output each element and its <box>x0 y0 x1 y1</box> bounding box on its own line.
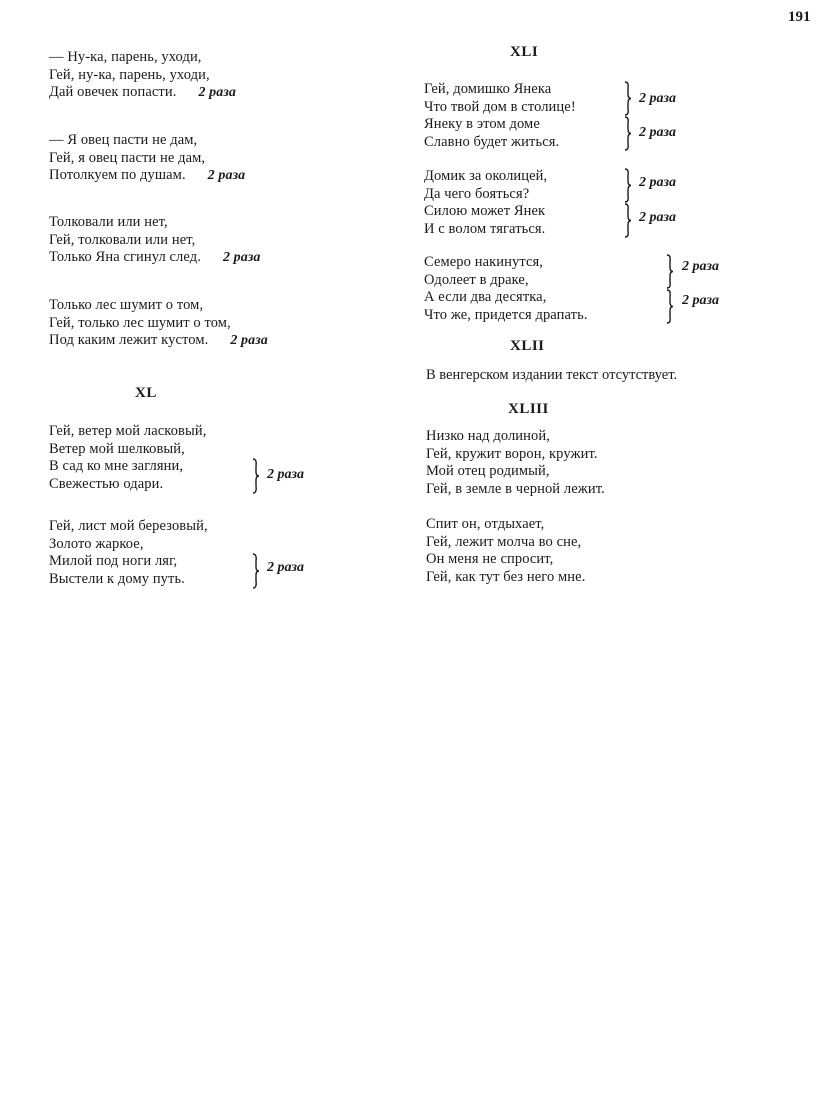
repeat-marker: 2 раза <box>222 250 261 266</box>
repeat-marker: 2 раза <box>639 125 676 140</box>
brace-icon <box>252 458 259 494</box>
verse-line: Гей, ну-ка, парень, уходи, <box>49 66 210 83</box>
verse-line: Золото жаркое, <box>49 535 144 552</box>
verse-line: Домик за околицей, <box>424 168 548 184</box>
stanza-couplet <box>424 203 724 238</box>
stanza <box>426 516 585 586</box>
verse-line: А если два десятка, <box>424 289 547 305</box>
stanza <box>49 49 236 102</box>
editorial-note: В венгерском издании текст отсутствует. <box>426 367 678 383</box>
verse-line: Ветер мой шелковый, <box>49 440 185 457</box>
repeat-marker: 2 раза <box>230 333 268 349</box>
repeat-marker: 2 раза <box>639 91 676 106</box>
page-number: 191 <box>788 9 811 25</box>
stanza <box>49 518 369 589</box>
brace-icon <box>252 553 259 589</box>
stanza-couplet <box>424 116 724 151</box>
repeat-marker: 2 раза <box>682 259 719 274</box>
stanza-couplet <box>424 81 724 116</box>
repeat-marker: 2 раза <box>198 85 237 101</box>
verse-line: Гей, домишко Янека <box>424 81 552 97</box>
verse-line: Мой отец родимый, <box>426 463 550 480</box>
repeat-marker: 2 раза <box>207 168 246 184</box>
verse-line <box>49 84 236 102</box>
verse-line: Силою может Янек <box>424 203 546 219</box>
brace-icon <box>624 168 631 203</box>
verse-line: Гей, кружит ворон, кружит. <box>426 445 598 462</box>
verse-line: Что твой дом в столице! <box>424 98 576 115</box>
verse-text: Потолкуем по душам. <box>49 167 186 184</box>
verse-text: Под каким лежит кустом. <box>49 332 209 349</box>
verse-line <box>49 332 268 350</box>
stanza <box>49 132 245 185</box>
verse-text: Только Яна сгинул след. <box>49 249 201 266</box>
verse-line: Низко над долиной, <box>426 428 550 444</box>
verse-line: Славно будет житься. <box>424 133 560 150</box>
verse-line: Гей, толковали или нет, <box>49 231 196 248</box>
stanza-couplet <box>424 168 724 203</box>
verse-line: Да чего бояться? <box>424 185 530 202</box>
brace-icon <box>624 81 631 116</box>
verse-line: Милой под ноги ляг, <box>49 553 178 570</box>
section-heading: XLII <box>510 338 545 354</box>
stanza-couplet <box>424 289 754 324</box>
stanza <box>49 297 268 350</box>
verse-line: Только лес шумит о том, <box>49 297 204 313</box>
verse-line: Янеку в этом доме <box>424 116 540 132</box>
section-heading: XLIII <box>508 401 549 417</box>
repeat-marker: 2 раза <box>639 210 676 225</box>
verse-line: Гей, только лес шумит о том, <box>49 314 231 331</box>
verse-line: Гей, лист мой березовый, <box>49 518 208 534</box>
section-heading: XLI <box>510 44 539 60</box>
verse-line: Одолеет в драке, <box>424 271 529 288</box>
brace-icon <box>666 254 673 289</box>
repeat-marker: 2 раза <box>267 467 304 482</box>
stanza <box>49 423 369 494</box>
verse-line: — Ну-ка, парень, уходи, <box>49 49 202 65</box>
verse-line: И с волом тягаться. <box>424 220 546 237</box>
verse-line: Гей, ветер мой ласковый, <box>49 423 207 439</box>
stanza-couplet <box>424 254 754 289</box>
verse-line: Гей, как тут без него мне. <box>426 568 586 585</box>
verse-line: Гей, я овец пасти не дам, <box>49 149 206 166</box>
stanza <box>426 428 605 498</box>
verse-line: В сад ко мне загляни, <box>49 458 184 475</box>
brace-icon <box>666 289 673 324</box>
section-heading: XL <box>135 385 157 401</box>
repeat-marker: 2 раза <box>267 560 304 575</box>
verse-line: Что же, придется драпать. <box>424 306 588 323</box>
verse-line: Толковали или нет, <box>49 214 168 230</box>
brace-icon <box>624 116 631 151</box>
brace-icon <box>624 203 631 238</box>
verse-line <box>49 249 261 267</box>
verse-text: Дай овечек попасти. <box>49 84 177 101</box>
verse-line: Он меня не спросит, <box>426 551 554 568</box>
verse-line <box>49 167 245 185</box>
verse-line: Гей, лежит молча во сне, <box>426 533 582 550</box>
verse-line: Свежестью одари. <box>49 475 164 492</box>
verse-line: Семеро накинутся, <box>424 254 543 270</box>
verse-line: Выстели к дому путь. <box>49 570 185 587</box>
verse-line: — Я овец пасти не дам, <box>49 132 198 148</box>
stanza <box>49 214 261 267</box>
repeat-marker: 2 раза <box>639 175 676 190</box>
verse-line: Гей, в земле в черной лежит. <box>426 480 605 497</box>
repeat-marker: 2 раза <box>682 293 719 308</box>
verse-line: Спит он, отдыхает, <box>426 516 545 532</box>
